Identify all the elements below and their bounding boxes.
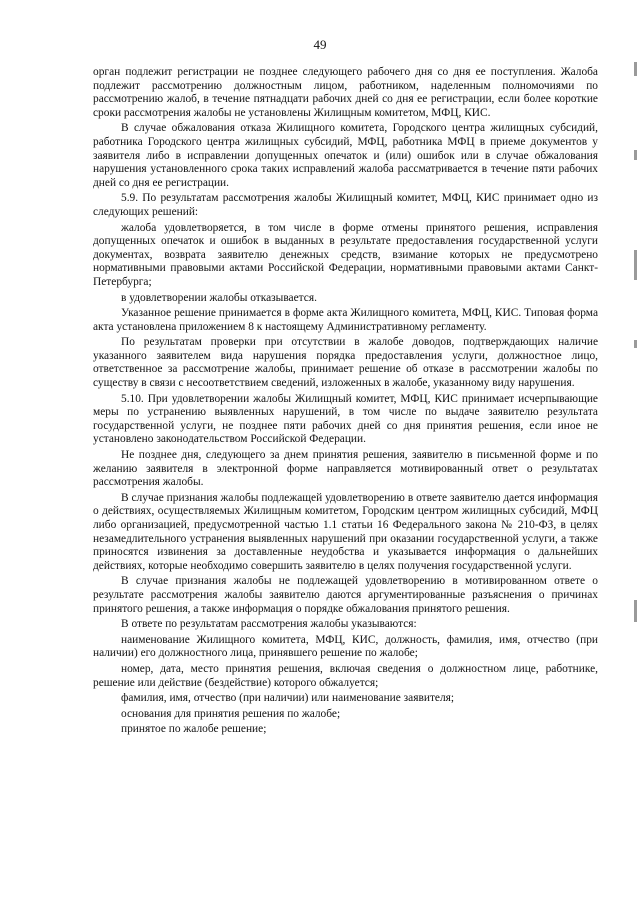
scan-margin-mark <box>634 250 637 280</box>
paragraph: номер, дата, место принятия решения, включая сведения о должностном лице, работнике, решение или действие (бездействие) которого обжалуется; <box>93 662 598 689</box>
paragraph: 5.9. По результатам рассмотрения жалобы Жилищный комитет, МФЦ, КИС принимает одно из следующих решений: <box>93 192 598 218</box>
paragraph: фамилия, имя, отчество (при наличии) или наименование заявителя; <box>121 692 455 705</box>
paragraph: В случае признания жалобы не подлежащей удовлетворению в мотивированном ответе о результате рассмотрения жалобы заявителю даются аргументированные разъяснения о причинах принятого решения, а также информация о порядке обжалования принятого решения. <box>93 575 598 615</box>
paragraph: основания для принятия решения по жалобе; <box>121 707 341 720</box>
paragraph: в удовлетворении жалобы отказывается. <box>121 291 317 304</box>
paragraph: 5.10. При удовлетворении жалобы Жилищный комитет, МФЦ, КИС принимает исчерпывающие меры по устранению выявленных нарушений, в том числе по выдаче заявителю результата государственной услуги, не позднее пяти рабочих дней со дня принятия решения, если иное не установлено законодательством Российской Федерации. <box>93 392 598 446</box>
scan-margin-mark <box>634 340 637 348</box>
paragraph: В случае признания жалобы подлежащей удовлетворению в ответе заявителю дается информация о действиях, осуществляемых Жилищным комитетом, Городским центром жилищных субсидий, МФЦ либо организацией, предусмотренной частью 1.1 статьи 16 Федерального закона № 210-ФЗ, в целях незамедлительного устранения выявленных нарушений при оказании государственной услуги, а также приносятся извинения за доставленные неудобства и указывается информация о дальнейших действиях, которые необходимо совершить заявителю в целях получения государственной услуги. <box>93 491 598 572</box>
paragraph: жалоба удовлетворяется, в том числе в форме отмены принятого решения, исправления допущенных опечаток и ошибок в выданных в результате предоставления государственной услуги документах, возврата заявителю денежных средств, взимание которых не предусмотрено нормативными правовыми актами Российской Федерации, нормативными правовыми актами Санкт-Петербурга; <box>93 221 598 288</box>
paragraph: В случае обжалования отказа Жилищного комитета, Городского центра жилищных субсидий, работника Городского центра жилищных субсидий, МФЦ, работника МФЦ в приеме документов у заявителя либо в исправлении допущенных опечаток и (или) ошибок или в случае обжалования нарушения установленного срока таких исправлений жалоба рассматривается в течение пяти рабочих дней со дня ее регистрации. <box>93 122 598 189</box>
paragraph: По результатам проверки при отсутствии в жалобе доводов, подтверждающих наличие указанного заявителем вида нарушения порядка предоставления услуги, должностное лицо, ответственное за рассмотрение жалобы, принимает решение об отказе в рассмотрении жалобы по существу в связи с несоответствием сведений, изложенных в жалобе, указанному виду нарушения. <box>93 336 598 390</box>
paragraph: В ответе по результатам рассмотрения жалобы указываются: <box>121 618 417 631</box>
page-number: 49 <box>313 37 327 52</box>
scan-margin-mark <box>634 62 637 76</box>
paragraph: орган подлежит регистрации не позднее следующего рабочего дня со дня ее поступления. Жалоба подлежит рассмотрению должностным лицом, работником, наделенным полномочиями по рассмотрению жалоб, в течение пятнадцати рабочих дней со дня ее регистрации, если более короткие сроки рассмотрения жалобы не установлены Жилищным комитетом, МФЦ, КИС. <box>93 66 598 119</box>
document-body <box>93 66 598 739</box>
scan-margin-mark <box>634 600 637 622</box>
paragraph: наименование Жилищного комитета, МФЦ, КИС, должность, фамилия, имя, отчество (при наличии) его должностного лица, принявшего решение по жалобе; <box>93 633 598 660</box>
paragraph: Не позднее дня, следующего за днем принятия решения, заявителю в письменной форме и по желанию заявителя в электронной форме направляется мотивированный ответ о результатах рассмотрения жалобы. <box>93 449 598 489</box>
paragraph: Указанное решение принимается в форме акта Жилищного комитета, МФЦ, КИС. Типовая форма акта установлена приложением 8 к настоящему Административному регламенту. <box>93 307 598 333</box>
scan-margin-mark <box>634 150 637 160</box>
paragraph: принятое по жалобе решение; <box>121 723 267 736</box>
